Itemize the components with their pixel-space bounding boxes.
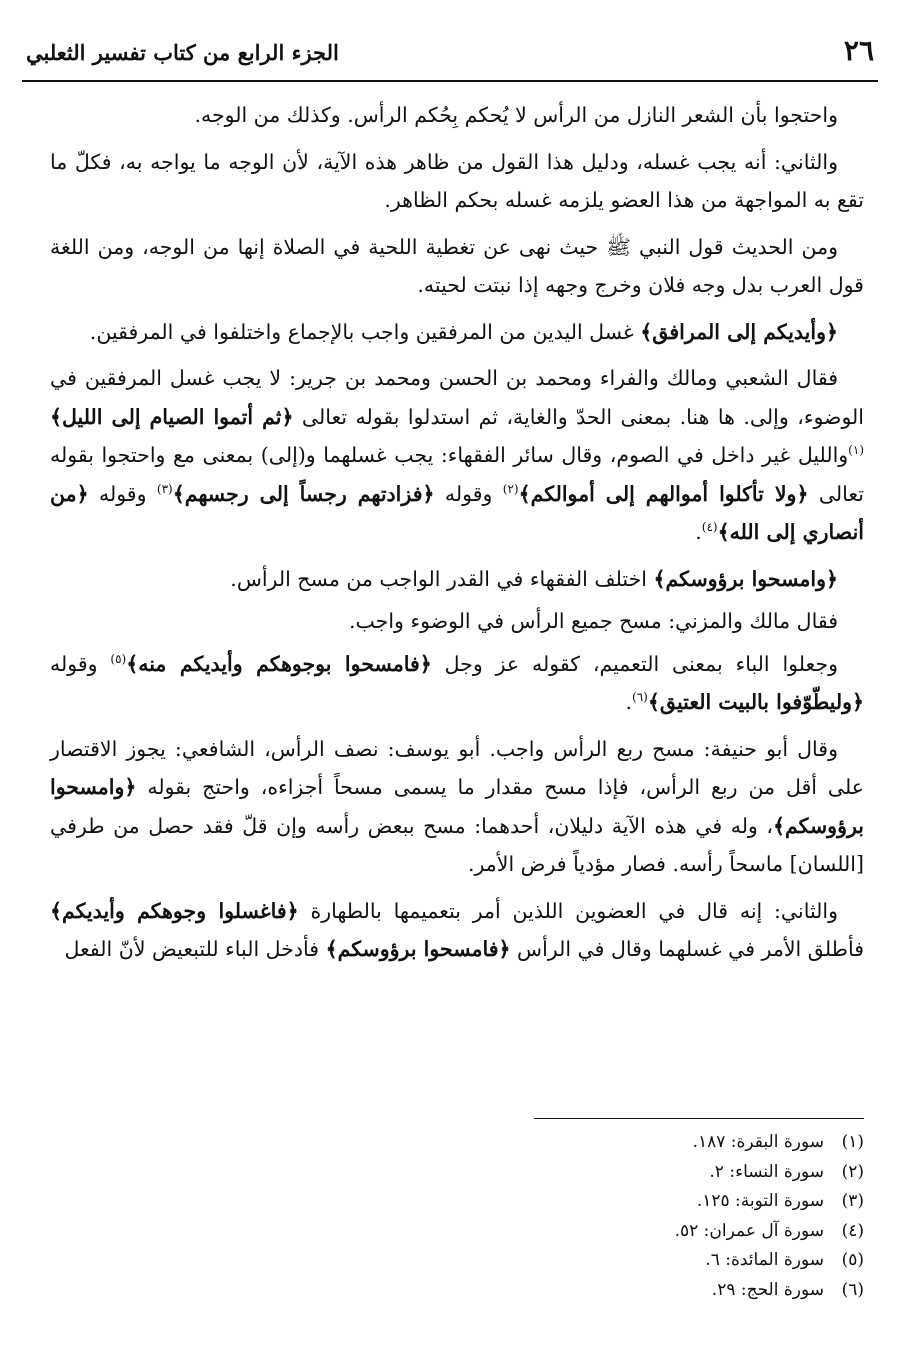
quran-quote: وأيديكم إلى المرافق <box>652 319 826 344</box>
footnotes <box>464 1128 864 1305</box>
quran-bracket-open: ﴿ <box>796 481 809 506</box>
quran-bracket-open: ﴿ <box>76 481 89 506</box>
footnote-ref[interactable]: (٦) <box>632 690 648 705</box>
quran-bracket-close: ﴾ <box>640 319 653 344</box>
paragraph-text: والثاني: إنه قال في العضوين اللذين أمر بتعميمها بالطهارة <box>298 898 838 923</box>
paragraph-text: فأدخل الباء للتبعيض لأنّ الفعل <box>64 937 326 961</box>
quran-bracket-close: ﴾ <box>50 404 63 429</box>
body-text <box>50 96 864 977</box>
quran-quote: فزادتهم رجساً إلى رجسهم <box>184 481 423 506</box>
quran-bracket-open: ﴿ <box>124 775 137 799</box>
footnote <box>464 1128 864 1158</box>
paragraph <box>50 96 864 135</box>
paragraph <box>50 645 864 722</box>
quran-bracket-close: ﴾ <box>717 520 730 544</box>
footnote-text: سورة آل عمران: ٥٢. <box>674 1220 824 1241</box>
footnote-text: سورة البقرة: ١٨٧. <box>692 1132 824 1152</box>
footnote-text: سورة النساء: ٢. <box>709 1161 824 1182</box>
quran-quote: وليطّوّفوا بالبيت العتيق <box>659 690 852 714</box>
quran-bracket-close: ﴾ <box>50 898 63 923</box>
footnote <box>464 1187 864 1217</box>
quran-quote: فامسحوا برؤوسكم <box>337 937 499 961</box>
paragraph <box>50 313 864 352</box>
quran-bracket-open: ﴿ <box>286 898 299 923</box>
footnote-number: (١) <box>841 1132 864 1152</box>
paragraph-text: . <box>695 520 702 544</box>
quran-bracket-open: ﴿ <box>825 319 838 344</box>
quran-bracket-close: ﴾ <box>653 566 666 591</box>
paragraph <box>50 602 864 641</box>
quran-quote: ثم أتموا الصيام إلى الليل <box>62 404 282 429</box>
paragraph <box>50 560 864 599</box>
quran-quote: وامسحوا برؤوسكم <box>665 566 826 591</box>
footnote-ref[interactable]: (١) <box>848 443 864 458</box>
quran-quote: فامسحوا بوجوهكم وأيديكم منه <box>138 651 420 676</box>
footnote-text: سورة الحج: ٢٩. <box>711 1279 824 1300</box>
paragraph <box>50 892 864 969</box>
page-header <box>22 30 878 82</box>
quran-bracket-open: ﴿ <box>422 481 435 506</box>
quran-bracket-close: ﴾ <box>126 651 139 676</box>
quran-bracket-close: ﴾ <box>647 690 660 714</box>
footnote-ref[interactable]: (٥) <box>110 651 127 666</box>
quran-quote: ولا تأكلوا أموالهم إلى أموالكم <box>530 481 797 506</box>
quran-quote: من أنصاري إلى الله <box>50 481 864 544</box>
paragraph-text: فقال مالك والمزني: مسح جميع الرأس في الوضوء واجب. <box>349 609 838 633</box>
quran-quote: وامسحوا برؤوسكم <box>50 775 864 838</box>
paragraph <box>50 359 864 552</box>
paragraph-text: غسل اليدين من المرفقين واجب بالإجماع واختلفوا في المرفقين. <box>89 319 641 344</box>
footnote-ref[interactable]: (٤) <box>701 520 718 535</box>
paragraph-text: . <box>625 690 633 714</box>
quran-bracket-open: ﴿ <box>851 690 864 714</box>
footnote-number: (٢) <box>841 1161 864 1182</box>
paragraph-text: والثاني: أنه يجب غسله، ودليل هذا القول من ظاهر هذه الآية، لأن الوجه ما يواجه به، فكلّ ما تقع به المواجهة من هذا العضو يلزمه غسله بحكم الظاهر. <box>50 149 864 212</box>
paragraph-text: اختلف الفقهاء في القدر الواجب من مسح الرأس. <box>230 566 654 591</box>
footnote-ref[interactable]: (٣) <box>156 481 173 496</box>
quran-bracket-open: ﴿ <box>419 651 432 676</box>
paragraph-text: وقوله <box>434 481 503 506</box>
quran-bracket-open: ﴿ <box>825 566 838 591</box>
paragraph <box>50 143 864 220</box>
paragraph-text: وقوله <box>50 651 111 676</box>
paragraph-text: والليل غير داخل في الصوم، وقال سائر الفقهاء: يجب غسلهما و(إلى) بمعنى مع واحتجوا بقوله تعالى <box>50 443 865 506</box>
paragraph-text: وقال أبو حنيفة: مسح ربع الرأس واجب. أبو يوسف: نصف الرأس، الشافعي: يجوز الاقتصار على أقل من ربع الرأس، فإذا مسح مقدار ما يسمى مسحاً أجزاءه، واحتج بقوله <box>50 736 864 799</box>
paragraph-text: واحتجوا بأن الشعر النازل من الرأس لا يُحكم بِحُكم الرأس. وكذلك من الوجه. <box>194 103 838 127</box>
paragraph-text: ، وله في هذه الآية دليلان، أحدهما: مسح ببعض رأسه وإن قلّ فقد حصل من طرفي [اللسان] ماسحاً رأسه. فصار مؤدياً فرض الأمر. <box>50 813 864 876</box>
footnote-number: (٤) <box>841 1220 864 1241</box>
footnote-number: (٣) <box>841 1191 864 1211</box>
paragraph-text: فقال الشعبي ومالك والفراء ومحمد بن الحسن ومحمد بن جرير: لا يجب غسل المرفقين في الوضوء، وإلى. ها هنا. بمعنى الحدّ والغاية، ثم استدلوا بقوله تعالى <box>50 366 864 429</box>
footnote-number: (٦) <box>841 1279 864 1300</box>
quran-bracket-close: ﴾ <box>325 937 338 961</box>
quran-bracket-open: ﴿ <box>281 404 294 429</box>
paragraph <box>50 730 864 884</box>
paragraph-text: وجعلوا الباء بمعنى التعميم، كقوله عز وجل <box>431 651 839 676</box>
quran-bracket-close: ﴾ <box>518 481 531 506</box>
paragraph-text: وقوله <box>88 481 157 506</box>
footnote <box>464 1217 864 1247</box>
quran-quote: فاغسلوا وجوهكم وأيديكم <box>62 898 287 923</box>
paragraph-text: فأطلق الأمر في غسلهما وقال في الرأس <box>510 937 864 961</box>
footnote-number: (٥) <box>841 1250 864 1270</box>
quran-bracket-open: ﴿ <box>498 937 511 961</box>
quran-bracket-close: ﴾ <box>172 481 185 506</box>
footnote <box>464 1158 864 1188</box>
page-number: ٢٦ <box>843 34 874 67</box>
footnote <box>464 1246 864 1276</box>
footnote-text: سورة التوبة: ١٢٥. <box>696 1191 824 1211</box>
paragraph-text: ومن الحديث قول النبي ﷺ حيث نهى عن تغطية اللحية في الصلاة إنها من الوجه، ومن اللغة قول العرب بدل وجه فلان وخرج وجهه إذا نبتت لحيته. <box>50 234 864 297</box>
footnote-text: سورة المائدة: ٦. <box>705 1250 824 1270</box>
footnote <box>464 1276 864 1306</box>
footnote-ref[interactable]: (٢) <box>502 481 519 496</box>
quran-bracket-close: ﴾ <box>773 813 786 838</box>
footnote-divider <box>534 1118 864 1119</box>
running-title: الجزء الرابع من كتاب تفسير الثعلبي <box>26 40 339 65</box>
paragraph <box>50 228 864 305</box>
